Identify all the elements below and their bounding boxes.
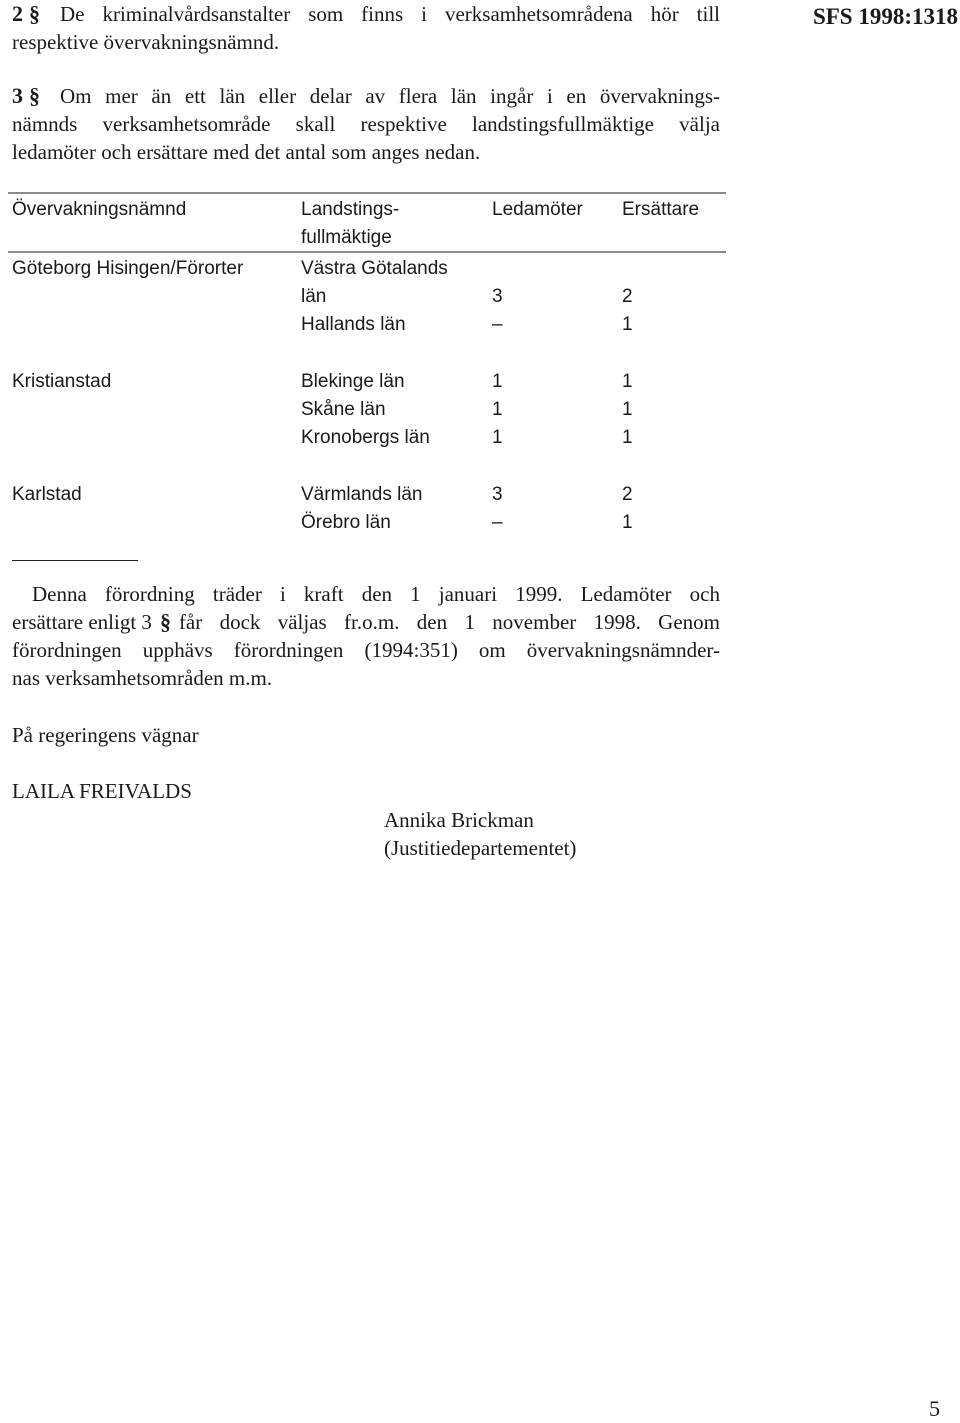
members-count: 1 [492, 399, 503, 420]
section-2-line-2: respektive övervakningsnämnd. [12, 30, 280, 54]
council-name: Blekinge län [301, 371, 405, 392]
deputies-count: 1 [622, 399, 633, 420]
column-header-deputies: Ersättare [622, 199, 700, 220]
closing-line-2-start: ersättare enligt 3 [12, 610, 152, 634]
column-header-council-line-2: fullmäktige [301, 227, 392, 248]
on-behalf-of-government: På regeringens vägnar [12, 723, 199, 747]
members-count: – [492, 512, 503, 533]
closing-paragraph [12, 580, 720, 692]
department-name: (Justitiedepartementet) [384, 836, 577, 860]
table-top-rule [8, 192, 726, 194]
members-count: 3 [492, 484, 503, 505]
deputies-count: 1 [622, 371, 633, 392]
footnote-rule [12, 560, 138, 561]
members-count: 1 [492, 371, 503, 392]
section-number: 2 [12, 1, 23, 26]
column-header-council [301, 196, 399, 252]
minister-signature: LAILA FREIVALDS [12, 779, 192, 803]
section-text: Om mer än ett län eller delar av flera län ingår i en övervaknings- [60, 84, 720, 108]
deputies-count: 2 [622, 484, 633, 505]
council-name: Skåne län [301, 399, 386, 420]
closing-line-3: förordningen upphävs förordningen (1994:351) om övervakningsnämnder- [12, 638, 720, 662]
page-number: 5 [929, 1396, 940, 1421]
table-row [301, 255, 475, 283]
council-name: län [301, 286, 327, 307]
section-number: 3 [12, 83, 23, 108]
closing-line-1: Denna förordning träder i kraft den 1 januari 1999. Ledamöter och [32, 582, 720, 606]
deputies-count: 2 [622, 286, 633, 307]
closing-line-2-end: får dock väljas fr.o.m. den 1 november 1998. Genom [178, 610, 720, 634]
members-count: 3 [492, 286, 503, 307]
section-3-line-2: nämnds verksamhetsområde skall respektive landstingsfullmäktige välja [12, 112, 720, 136]
table-header-rule [8, 251, 726, 253]
section-text: De kriminalvårdsanstalter som finns i verksamhetsområdena hör till [60, 2, 720, 26]
council-name: Värmlands län [301, 484, 423, 505]
section-sign: § [159, 609, 171, 634]
official-signature [384, 806, 576, 862]
official-name: Annika Brickman [384, 808, 534, 832]
deputies-count: 1 [622, 427, 633, 448]
council-name: Hallands län [301, 314, 406, 335]
column-header-council-line-1: Landstings- [301, 199, 400, 220]
members-count: 1 [492, 427, 503, 448]
board-name: Kristianstad [12, 371, 112, 392]
members-count: – [492, 314, 503, 335]
column-header-members: Ledamöter [492, 199, 583, 220]
section-sign: § [29, 83, 40, 108]
board-name: Karlstad [12, 484, 82, 505]
closing-line-2 [12, 608, 720, 636]
section-sign: § [29, 1, 40, 26]
council-name: Kronobergs län [301, 427, 430, 448]
deputies-count: 1 [622, 512, 633, 533]
deputies-count: 1 [622, 314, 633, 335]
section-3-line-3: ledamöter och ersättare med det antal som anges nedan. [12, 140, 481, 164]
column-header-board: Övervakningsnämnd [12, 199, 187, 220]
council-name: Västra Götalands [301, 258, 448, 279]
board-name: Göteborg Hisingen/Förorter [12, 258, 244, 279]
closing-line-4: nas verksamhetsområden m.m. [12, 666, 273, 690]
supervision-board-table [0, 0, 960, 560]
council-name: Örebro län [301, 512, 391, 533]
sfs-reference: SFS 1998:1318 [812, 4, 958, 29]
